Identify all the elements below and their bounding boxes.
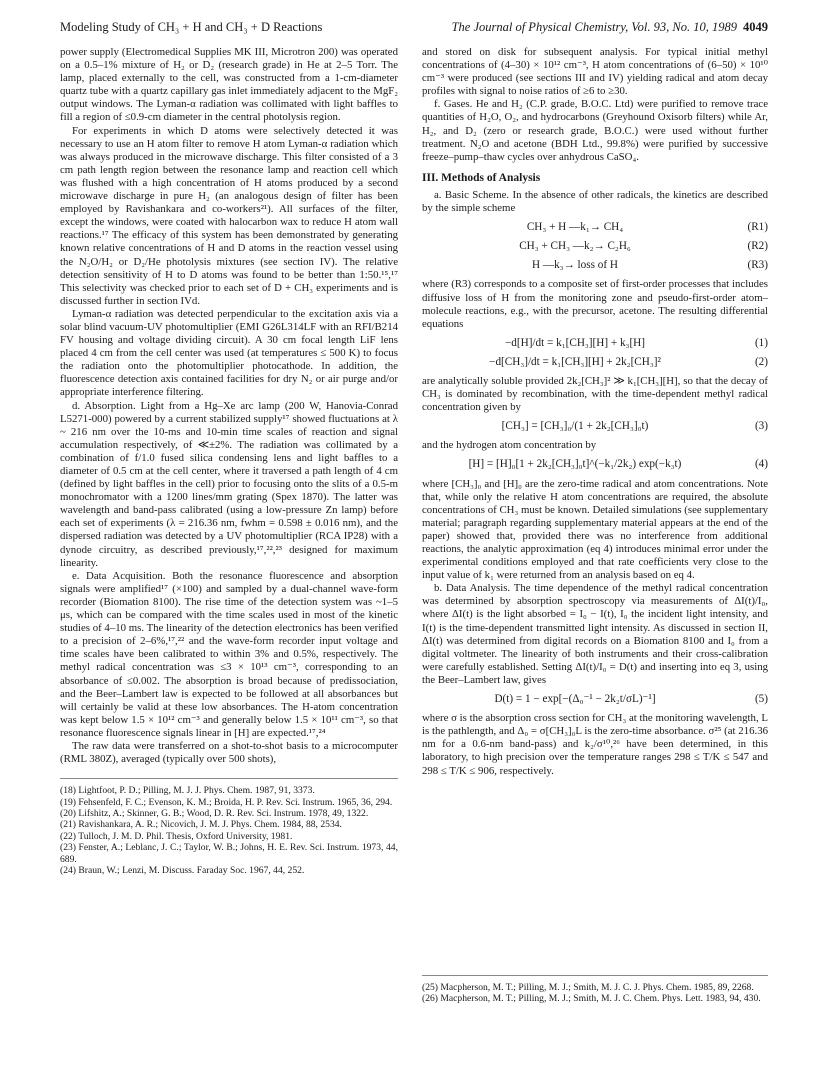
running-title: Modeling Study of CH₃ + H and CH₃ + D Reactions xyxy=(60,20,323,34)
equation-number: (R3) xyxy=(747,259,768,272)
paragraph: and stored on disk for subsequent analysis. For typical initial methyl concentrations of (4–30) × 10¹² cm⁻³, H atom concentrations of (6–50) × 10¹⁰ cm⁻³ were produced (see sections III and IV) yielding radical and atom decay profiles with signal to noise ratios of ≥6 to ≥30. xyxy=(422,46,768,98)
paragraph: where [CH₃]₀ and [H]₀ are the zero-time radical and atom concentrations. Note that, while only the relative H atom concentrations are required, the absolute concentrations of CH₃ must be known. Detailed simulations (see supplementary material; paragraph regarding supplementary material appears at the end of the paper) showed that, provided there was no interference from additional reactions, the analytic approximation (eq 4) introduces minimal error under the experimental conditions employed and that rate coefficients very close to the input value of k₁ were returned from an analysis based on eq 4. xyxy=(422,477,768,582)
left-column xyxy=(60,46,398,876)
reaction-r1 xyxy=(422,221,768,234)
footnotes-left xyxy=(60,778,398,876)
reaction-r3 xyxy=(422,259,768,272)
paragraph: power supply (Electromedical Supplies MK III, Microtron 200) was operated on a 0.5–1% mixture of H₂ or D₂ (research grade) in He at 2–5 Torr. The lamp, placed externally to the cell, was constructed from a 1-cm-diameter quartz tube with a quartz capillary gas inlet immediately adjacent to the MgF₂ output windows. The Lyman-α radiation was collimated with light baffles to fill a region of ≤0.9-cm diameter in the central photolysis region. xyxy=(60,46,398,124)
equation-number: (3) xyxy=(754,420,768,433)
paragraph: where (R3) corresponds to a composite set of first-order processes that includes diffusive loss of H from the monitoring zone and pseudo-first-order atom–molecule reactions, e.g., with the precursor, acetone. The resulting differential equations xyxy=(422,278,768,330)
equation-body: [H] = [H]₀[1 + 2k₂[CH₃]₀t]^(−k₁/2k₂) exp(−k₃t) xyxy=(468,458,682,471)
equation-number: (R1) xyxy=(747,221,768,234)
footnote: (25) Macpherson, M. T.; Pilling, M. J.; Smith, M. J. C. J. Phys. Chem. 1985, 89, 2268. xyxy=(422,982,754,993)
footnote: (19) Fehsenfeld, F. C.; Evenson, K. M.; Broida, H. P. Rev. Sci. Instrum. 1965, 36, 294. xyxy=(60,796,393,808)
equation-body: CH₃ + H —k₁→ CH₄ xyxy=(526,221,624,234)
paragraph: e. Data Acquisition. Both the resonance fluorescence and absorption signals were amplified¹⁷ (×100) and sampled by a dual-channel wave-form recorder (Biomation 8100). The rise time of the detection system was ~1–5 μs, which can be compared with the time scales used in most of the kinetic studies of 4–10 ms. The linearity of the detection electronics has been verified to a precision of 2–6%,¹⁷,²² and the wave-form recorder input voltage and time scales have been calibrated to within 3% and 0.5%, respectively. The methyl radical concentration was ≤3 × 10¹³ cm⁻³, corresponding to an absorbance of ≤0.002. The absorption is broad because of predissociation, and the Beer–Lambert law is expected to be followed at all absorbances but will certainly be valid at these low absorbances. The H-atom concentration was kept below 1.5 × 10¹² cm⁻³ and generally below 1.5 × 10¹¹ cm⁻³, so that resonance fluorescence signals linear in [H] are expected.¹⁷,²⁴ xyxy=(60,569,398,739)
footnote: (22) Tulloch, J. M. D. Phil. Thesis, Oxford University, 1981. xyxy=(60,830,293,842)
equation-number: (R2) xyxy=(747,240,768,253)
equation-body: D(t) = 1 − exp[−(Δ₀⁻¹ − 2k₂t/σL)⁻¹] xyxy=(494,693,656,706)
page-number: 4049 xyxy=(743,20,768,34)
equation-5 xyxy=(422,693,768,706)
equation-number: (5) xyxy=(754,693,768,706)
paragraph: For experiments in which D atoms were selectively detected it was necessary to use an H atom filter to remove H atom Lyman-α radiation which was always produced in the microwave discharge. This filter consisted of a 3 cm path length region between the resonance lamp and reaction cell which was flushed with a high concentration of H atoms produced by a second microwave discharge in pure H₂ (an analogous design of filter has been employed by Ravishankara and co-workers²¹). All surfaces of the filter, except the windows, were coated with halocarbon wax to reduce H atom wall reactions.¹⁷ The efficacy of this system has been demonstrated by generating known relative concentrations of H and D atoms in the reaction vessel using the N₂O/H₂ or D₂/He photolysis mixtures (see section IV). The relative detection sensitivity of H to D atoms was found to be better than 1:50.¹⁵,¹⁷ This selectivity was checked prior to each set of D + CH₃ experiments and is discussed further in section IVd. xyxy=(60,124,398,307)
equation-2 xyxy=(422,356,768,369)
footnote: (26) Macpherson, M. T.; Pilling, M. J.; Smith, M. J. C. Chem. Phys. Lett. 1983, 94, 430. xyxy=(422,993,761,1005)
equation-body: H —k₃→ loss of H xyxy=(532,259,618,272)
equation-1 xyxy=(422,337,768,350)
footnote: (24) Braun, W.; Lenzi, M. Discuss. Faraday Soc. 1967, 44, 252. xyxy=(60,865,305,876)
paragraph: b. Data Analysis. The time dependence of the methyl radical concentration was determined by absorption spectroscopy via measurements of ΔI(t)/I₀, where ΔI(t) is the light absorbed = I₀ − I(t), I₀ the incident light intensity, and I(t) is the time-dependent transmitted light intensity. As discussed in section II, ΔI(t) was determined from digital records on a Biomation 8100 and I₀ from a digital voltmeter. The linearity of both instruments and their cross-calibration were carefully established. Setting ΔI(t)/I₀ = D(t) and inserting into eq 3, using the Beer–Lambert law, gives xyxy=(422,582,768,686)
running-header xyxy=(60,20,768,40)
footnote: (20) Lifshitz, A.; Skinner, G. B.; Wood, D. R. Rev. Sci. Instrum. 1978, 49, 1322. xyxy=(60,807,369,819)
footnote: (23) Fenster, A.; Leblanc, J. C.; Taylor, W. B.; Johns, H. E. Rev. Sci. Instrum. 1973, 44, 689. xyxy=(60,842,398,865)
footnote: (18) Lightfoot, P. D.; Pilling, M. J. J. Phys. Chem. 1987, 91, 3373. xyxy=(60,785,315,797)
footnotes-right xyxy=(422,975,768,1005)
equation-body: [CH₃] = [CH₃]₀/(1 + 2k₂[CH₃]₀t) xyxy=(501,420,649,433)
paragraph: where σ is the absorption cross section for CH₃ at the monitoring wavelength, L is the pathlength, and Δ₀ = σ[CH₃]₀L is the zero-time absorbance. σ²⁵ (at 216.36 nm for a 0.6-nm band-pass) and k₂/σ¹⁰,²⁶ have been determined, in this laboratory, to high precision over the temperature ranges 298 ≤ T/K ≤ 547 and 298 ≤ T/K ≤ 906, respectively. xyxy=(422,712,768,777)
equation-body: CH₃ + CH₃ —k₂→ C₂H₆ xyxy=(519,240,631,253)
paragraph: Lyman-α radiation was detected perpendicular to the excitation axis via a solar blind vacuum-UV photomultiplier (EMI G26L314LF with an RFI/B214 FV housing and voltage dividing circuit). A 30 cm focal length LiF lens placed 4 cm from the cell center was used (at temperatures ≤ 500 K) to focus the radiation onto the photomultiplier photocathode. In addition, the fluorescence detection axis contained facilities for dry N₂ or air purge and/or appropriate interference filtering. xyxy=(60,307,398,399)
paragraph: The raw data were transferred on a shot-to-shot basis to a microcomputer (RML 380Z), averaged (typically over 500 shots), xyxy=(60,739,398,766)
equation-body: −d[H]/dt = k₁[CH₃][H] + k₃[H] xyxy=(505,336,645,349)
paragraph: d. Absorption. Light from a Hg–Xe arc lamp (200 W, Hanovia-Conrad L5271-000) powered by a current stabilized supply¹⁷ showed fluctuations at λ ~ 216 nm over the 10-ms and 10-min time scales of reaction and signal accumulation respectively, of ≪±2%. The radiation was collimated by a combination of f/1.0 fused silica condensing lens and light baffles to a diameter of 0.5 cm at the cell center, where it traversed a path length of 4 cm (defined by light baffles in the cell) prior to focusing onto the slits of a 0.5-m monochromator with a 1200 lines/mm grating (Spex 1870). The latter was wavelength and band-pass calibrated (using a low-pressure Zn lamp) before each set of experiments (λ = 216.36 nm, fwhm = 0.598 ± 0.016 nm), and the dispersed radiation was detected by a UV photomultiplier (RCA IP28) with a dynode circuitry, as described previously,¹⁷,²²,²³ designed for maximum linearity. xyxy=(60,399,398,569)
paragraph: a. Basic Scheme. In the absence of other radicals, the kinetics are described by the simple scheme xyxy=(422,188,768,215)
paragraph: f. Gases. He and H₂ (C.P. grade, B.O.C. Ltd) were purified to remove trace quantities of H₂O, O₂, and hydrocarbons (Greyhound Oxisorb filters) while Ar, H₂, and D₂ (zero or research grade, B.O.C.) were used without further treatment. N₂O and acetone (BDH Ltd., 99.8%) were purified by successive freeze–pump–thaw cycles over anhydrous CaSO₄. xyxy=(422,98,768,163)
equation-body: −d[CH₃]/dt = k₁[CH₃][H] + 2k₂[CH₃]² xyxy=(489,355,661,368)
paragraph: and the hydrogen atom concentration by xyxy=(422,439,597,452)
reaction-r2 xyxy=(422,240,768,253)
equation-4 xyxy=(422,458,768,471)
equation-number: (2) xyxy=(754,355,768,368)
journal-citation xyxy=(452,20,768,35)
right-column xyxy=(422,46,768,778)
section-heading: III. Methods of Analysis xyxy=(422,171,541,184)
paragraph: are analytically soluble provided 2k₂[CH₃]² ≫ k₁[CH₃][H], so that the decay of CH₃ is dominated by recombination, with the time-dependent methyl radical concentration given by xyxy=(422,374,768,414)
equation-number: (4) xyxy=(754,458,768,471)
journal-name: The Journal of Physical Chemistry, Vol. 93, No. 10, 1989 xyxy=(451,20,737,34)
equation-3 xyxy=(422,420,768,433)
equation-number: (1) xyxy=(754,336,768,349)
footnote: (21) Ravishankara, A. R.; Nicovich, J. M. J. Phys. Chem. 1984, 88, 2534. xyxy=(60,819,342,831)
